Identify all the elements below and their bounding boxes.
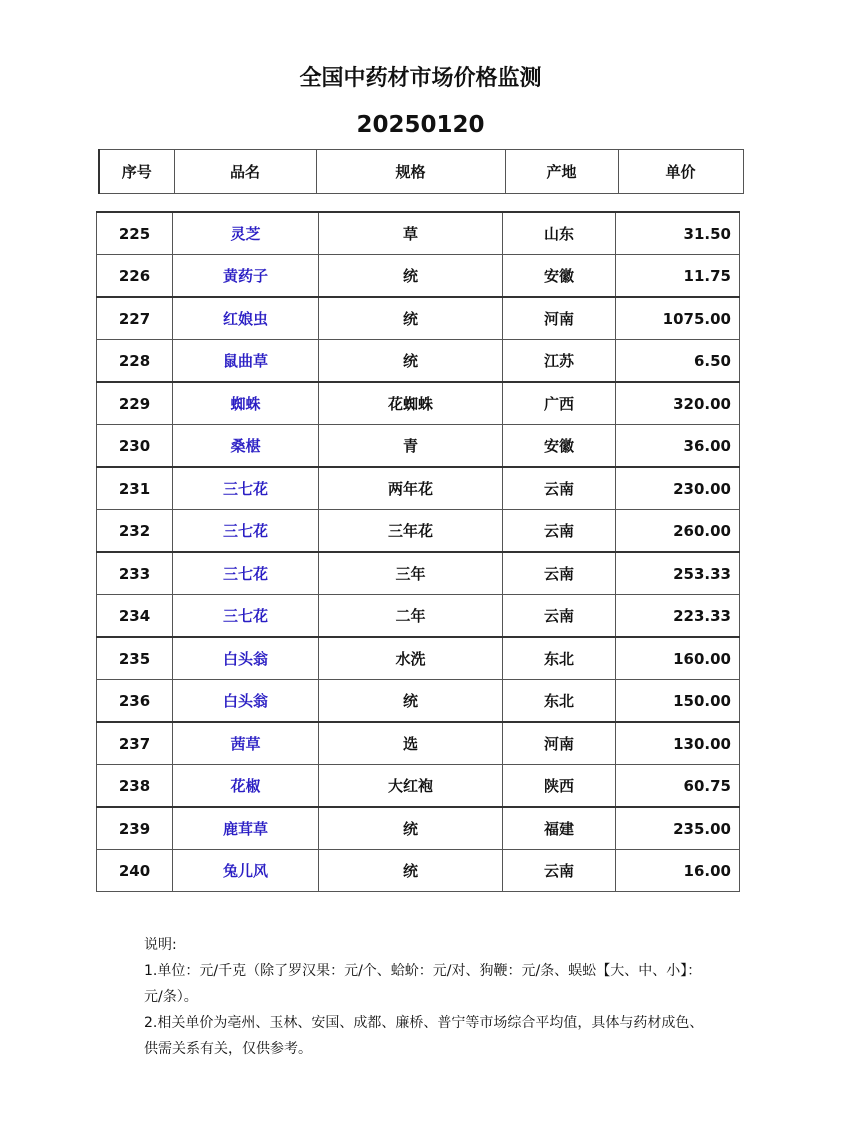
cell-spec: 草	[319, 212, 503, 255]
table-row	[97, 637, 740, 680]
cell-no: 231	[97, 467, 173, 510]
cell-price: 130.00	[616, 722, 740, 765]
cell-spec: 水洗	[319, 637, 503, 680]
cell-price: 16.00	[616, 850, 740, 892]
cell-no: 237	[97, 722, 173, 765]
cell-origin: 云南	[503, 850, 616, 892]
cell-no: 232	[97, 510, 173, 553]
cell-name: 兔儿风	[173, 850, 319, 892]
table-row	[97, 680, 740, 723]
cell-name: 桑椹	[173, 425, 319, 468]
cell-name: 三七花	[173, 552, 319, 595]
cell-spec: 统	[319, 340, 503, 383]
cell-spec: 统	[319, 807, 503, 850]
cell-spec: 选	[319, 722, 503, 765]
cell-no: 236	[97, 680, 173, 723]
cell-spec: 二年	[319, 595, 503, 638]
cell-no: 235	[97, 637, 173, 680]
cell-origin: 河南	[503, 722, 616, 765]
cell-price: 320.00	[616, 382, 740, 425]
table-row	[97, 255, 740, 298]
table-row	[97, 340, 740, 383]
cell-origin: 东北	[503, 637, 616, 680]
cell-origin: 东北	[503, 680, 616, 723]
cell-name: 三七花	[173, 467, 319, 510]
cell-origin: 安徽	[503, 255, 616, 298]
cell-origin: 河南	[503, 297, 616, 340]
cell-origin: 广西	[503, 382, 616, 425]
cell-origin: 云南	[503, 510, 616, 553]
cell-origin: 江苏	[503, 340, 616, 383]
cell-name: 红娘虫	[173, 297, 319, 340]
table-row	[97, 850, 740, 892]
table-row	[97, 765, 740, 808]
cell-origin: 安徽	[503, 425, 616, 468]
cell-no: 227	[97, 297, 173, 340]
page-title: 全国中药材市场价格监测	[299, 66, 542, 91]
cell-no: 240	[97, 850, 173, 892]
table-row	[97, 552, 740, 595]
cell-name: 三七花	[173, 510, 319, 553]
table-row	[97, 807, 740, 850]
cell-spec: 两年花	[319, 467, 503, 510]
cell-name: 三七花	[173, 595, 319, 638]
table-row	[97, 467, 740, 510]
cell-spec: 大红袍	[319, 765, 503, 808]
table-row	[97, 382, 740, 425]
cell-no: 233	[97, 552, 173, 595]
report-date: 20250120	[356, 112, 485, 138]
cell-spec: 统	[319, 680, 503, 723]
table-row	[97, 212, 740, 255]
cell-name: 鼠曲草	[173, 340, 319, 383]
notes-heading: 说明:	[144, 937, 177, 953]
cell-no: 230	[97, 425, 173, 468]
cell-price: 11.75	[616, 255, 740, 298]
cell-no: 225	[97, 212, 173, 255]
cell-price: 235.00	[616, 807, 740, 850]
cell-price: 160.00	[616, 637, 740, 680]
cell-origin: 云南	[503, 467, 616, 510]
cell-price: 223.33	[616, 595, 740, 638]
cell-price: 31.50	[616, 212, 740, 255]
cell-origin: 山东	[503, 212, 616, 255]
cell-spec: 花蜘蛛	[319, 382, 503, 425]
cell-no: 228	[97, 340, 173, 383]
table-row	[97, 297, 740, 340]
cell-name: 鹿茸草	[173, 807, 319, 850]
cell-price: 60.75	[616, 765, 740, 808]
cell-origin: 云南	[503, 552, 616, 595]
table-row	[97, 722, 740, 765]
cell-price: 36.00	[616, 425, 740, 468]
header-origin: 产地	[505, 150, 618, 194]
cell-price: 6.50	[616, 340, 740, 383]
cell-no: 239	[97, 807, 173, 850]
table-row	[97, 425, 740, 468]
cell-spec: 三年花	[319, 510, 503, 553]
header-spec: 规格	[316, 150, 505, 194]
cell-price: 230.00	[616, 467, 740, 510]
header-name: 品名	[174, 150, 316, 194]
cell-spec: 青	[319, 425, 503, 468]
notes-line-1: 1.单位：元/千克（除了罗汉果：元/个、蛤蚧：元/对、狗鞭：元/条、蜈蚣【大、中、小】：元/条）。	[144, 963, 702, 1005]
notes-line-2: 2.相关单价为亳州、玉林、安国、成都、廉桥、普宁等市场综合平均值，具体与药材成色、供需关系有关，仅供参考。	[144, 1015, 704, 1057]
cell-price: 260.00	[616, 510, 740, 553]
cell-origin: 福建	[503, 807, 616, 850]
cell-spec: 统	[319, 850, 503, 892]
column-header-table	[98, 149, 744, 194]
header-no: 序号	[99, 150, 174, 194]
cell-price: 150.00	[616, 680, 740, 723]
cell-spec: 统	[319, 255, 503, 298]
table-row	[97, 510, 740, 553]
cell-name: 灵芝	[173, 212, 319, 255]
cell-spec: 统	[319, 297, 503, 340]
cell-price: 253.33	[616, 552, 740, 595]
cell-no: 234	[97, 595, 173, 638]
cell-spec: 三年	[319, 552, 503, 595]
cell-name: 蜘蛛	[173, 382, 319, 425]
cell-name: 茜草	[173, 722, 319, 765]
cell-name: 黄药子	[173, 255, 319, 298]
cell-origin: 云南	[503, 595, 616, 638]
header-row	[99, 150, 743, 194]
table-row	[97, 595, 740, 638]
cell-name: 白头翁	[173, 637, 319, 680]
price-table	[96, 211, 740, 892]
cell-no: 229	[97, 382, 173, 425]
notes-section	[144, 932, 704, 1062]
cell-no: 238	[97, 765, 173, 808]
header-price: 单价	[618, 150, 743, 194]
cell-price: 1075.00	[616, 297, 740, 340]
cell-origin: 陕西	[503, 765, 616, 808]
cell-no: 226	[97, 255, 173, 298]
cell-name: 花椒	[173, 765, 319, 808]
cell-name: 白头翁	[173, 680, 319, 723]
